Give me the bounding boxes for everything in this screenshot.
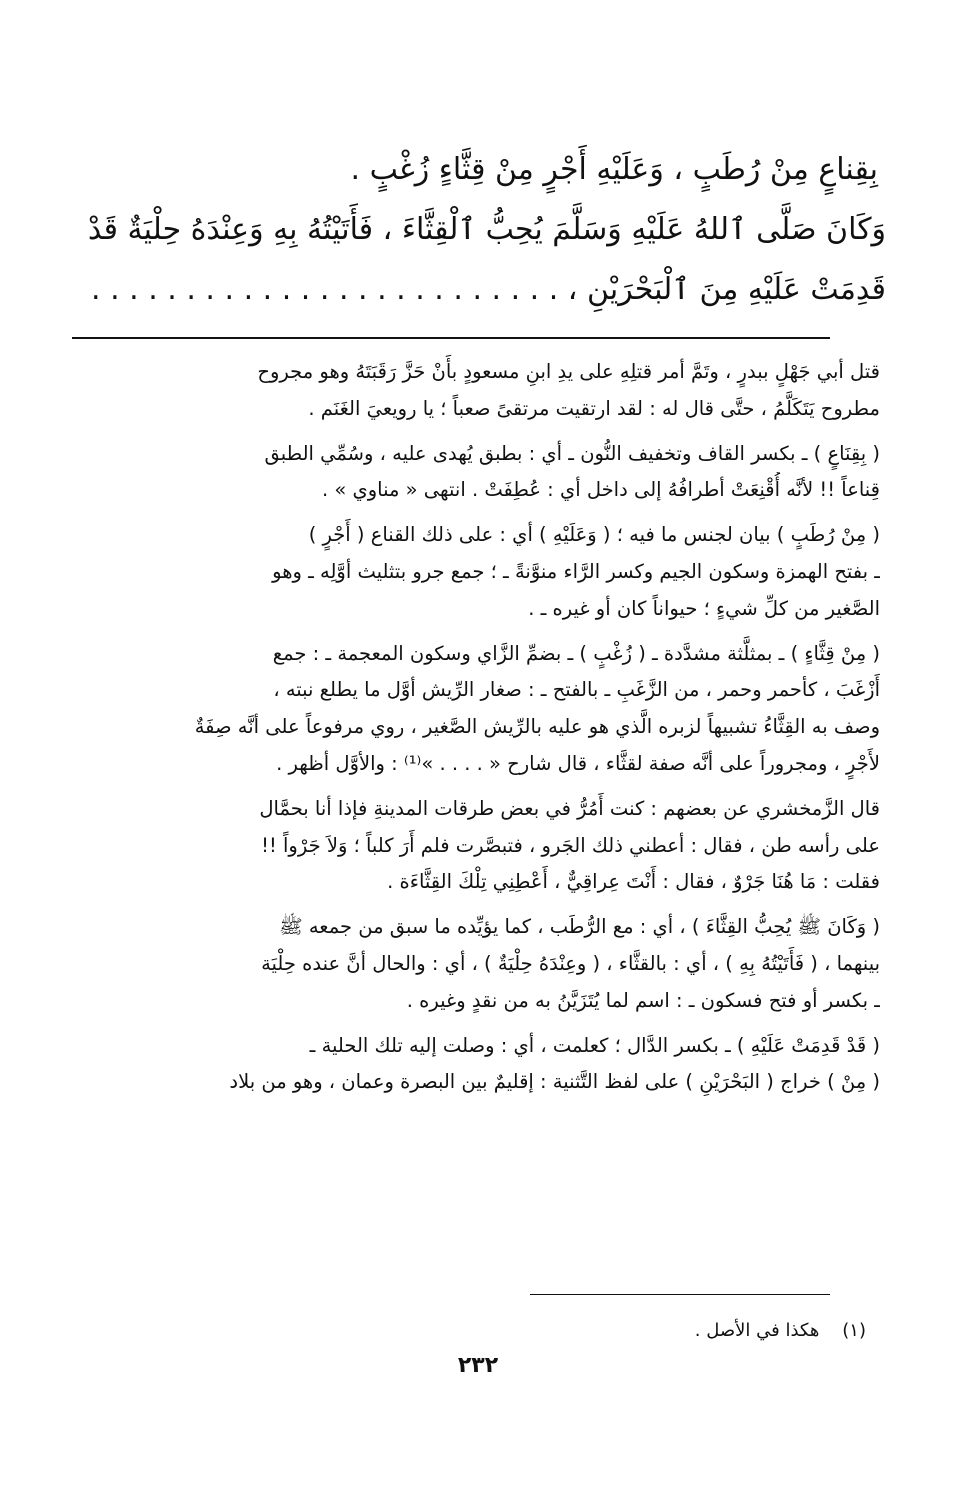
main-text xyxy=(70,140,886,320)
commentary-line: ـ بفتح الهمزة وسكون الجيم وكسر الرَّاء منوَّنةً ـ ؛ جمع جرو بتثليث أوَّلِه ـ وهو xyxy=(272,559,880,583)
commentary-paragraph xyxy=(72,436,880,510)
commentary-line: ( قَدْ قَدِمَتْ عَلَيْهِ ) ـ بكسر الدَّال ؛ كعلمت ، أي : وصلت إليه تلك الحلية ـ xyxy=(309,1033,880,1057)
commentary-line: ( مِنْ رُطَبٍ ) بيان لجنس ما فيه ؛ ( وَعَلَيْهِ ) أي : على ذلك القناع ( أَجْرٍ ) xyxy=(308,523,880,547)
commentary-line: ( بِقِنَاعٍ ) ـ بكسر القاف وتخفيف النُّون ـ أي : بطبق يُهدى عليه ، وسُمِّي الطبق xyxy=(264,441,880,465)
commentary-line: قال الزَّمخشري عن بعضهم : كنت أَمُرُّ في بعض طرقات المدينةِ فإذا أنا بحمَّال xyxy=(259,796,880,820)
commentary-line: الصَّغير من كلِّ شيءٍ ؛ حيواناً كان أو غيره ـ . xyxy=(528,596,880,620)
commentary-paragraph xyxy=(72,354,880,428)
commentary-line: مطروح يَتَكَلَّمُ ، حتَّى قال له : لقد ارتقيت مرتقىً صعباً ؛ يا رويعيَ الغَنَم . xyxy=(308,396,880,420)
commentary-paragraph xyxy=(72,1028,880,1102)
commentary-line: على رأسه طن ، فقال : أعطني ذلك الجَرو ، فتبصَّرت فلم أَرَ كلباً ؛ وَلاَ جَرْواً !! xyxy=(261,833,880,857)
commentary-line: قتل أبي جَهْلٍ ببدرٍ ، وتَمَّ أمر قتلِهِ على يدِ ابنِ مسعودٍ بأَنْ حَزَّ رَقَبَتَهُ وهو مجروح xyxy=(257,360,880,383)
commentary xyxy=(72,354,880,1109)
commentary-paragraph xyxy=(72,791,880,901)
main-text-line: قَدِمَتْ عَلَيْهِ مِنَ ٱلْبَحْرَيْنِ ، . . . . . . . . . . . . . . . . . . . . . . . . . xyxy=(91,272,886,307)
commentary-line: فقلت : مَا هُنَا جَرْوٌ ، فقال : أَنْتَ عِراقِيٌّ ، أَعْطِنِي تِلْكَ القِثَّاءَة . xyxy=(387,870,880,894)
commentary-line: وصف به القِثَّاءُ تشبيهاً لزبره الَّذي هو عليه بالرِّيش الصَّغير ، روي مرفوعاً على أنَّه صِفَةٌ xyxy=(194,715,880,739)
commentary-line: ( مِنْ قِثَّاءٍ ) ـ بمثلَّثة مشدَّدة ـ ( زُغْبٍ ) ـ بضمِّ الزَّاي وسكون المعجمة ـ : جمع xyxy=(272,641,880,665)
commentary-paragraph xyxy=(72,636,880,783)
page-number: ٢٣٢ xyxy=(457,1353,499,1378)
footnote-rule xyxy=(530,1294,830,1295)
footnote xyxy=(695,1318,866,1344)
commentary-line: ( وَكَانَ ﷺ يُحِبُّ القِثَّاءَ ) ، أي : مع الرُّطَب ، كما يؤيِّده ما سبق من جمعه ﷺ xyxy=(279,915,880,939)
separator-rule xyxy=(72,337,830,339)
footnote-marker: (١) xyxy=(842,1320,866,1341)
commentary-line: ـ بكسر أو فتح فسكون ـ : اسم لما يُتَزَيَّنُ به من نقدٍ وغيره . xyxy=(406,988,880,1012)
commentary-line: بينهما ، ( فَأَتَيْتُهُ بِهِ ) ، أي : بالقثَّاء ، ( وعِنْدَهُ حِلْيَةٌ ) ، أي : والحال أنَّ عنده حِلْيَة xyxy=(261,951,880,975)
commentary-line: لأَجْرٍ ، ومجروراً على أنَّه صفة لقثَّاء ، قال شارح « . . . . »⁽¹⁾ : والأوَّل أظهر . xyxy=(276,751,880,775)
main-text-line: بِقِناعٍ مِنْ رُطَبٍ ، وَعَلَيْهِ أَجْرٍ مِنْ قِثَّاءٍ زُغْبٍ . xyxy=(350,152,878,187)
footnote-text: هكذا في الأصل . xyxy=(694,1320,820,1341)
commentary-line: قِناعاً !! لأنَّه أُقْنِعَتْ أطرافُهُ إلى داخل أي : عُطِفَتْ . انتهى « مناوي » . xyxy=(321,478,880,502)
commentary-line: أَزْغَبَ ، كأحمر وحمر ، من الزَّغَبِ ـ بالفتح ـ : صغار الرِّيش أوَّل ما يطلع نبته ، xyxy=(273,678,880,702)
commentary-paragraph xyxy=(72,909,880,1019)
commentary-paragraph xyxy=(72,517,880,627)
main-text-line: وَكَانَ صَلَّى ٱللهُ عَلَيْهِ وَسَلَّمَ يُحِبُّ ٱلْقِثَّاءَ ، فَأَتَيْتُهُ بِهِ وَعِنْدَهُ حِلْيَةٌ قَدْ xyxy=(87,212,886,247)
commentary-line: ( مِنْ ) خراج ( البَحْرَيْنِ ) على لفظ التَّثنية : إقليمٌ بين البصرة وعمان ، وهو من بلاد xyxy=(229,1070,880,1094)
